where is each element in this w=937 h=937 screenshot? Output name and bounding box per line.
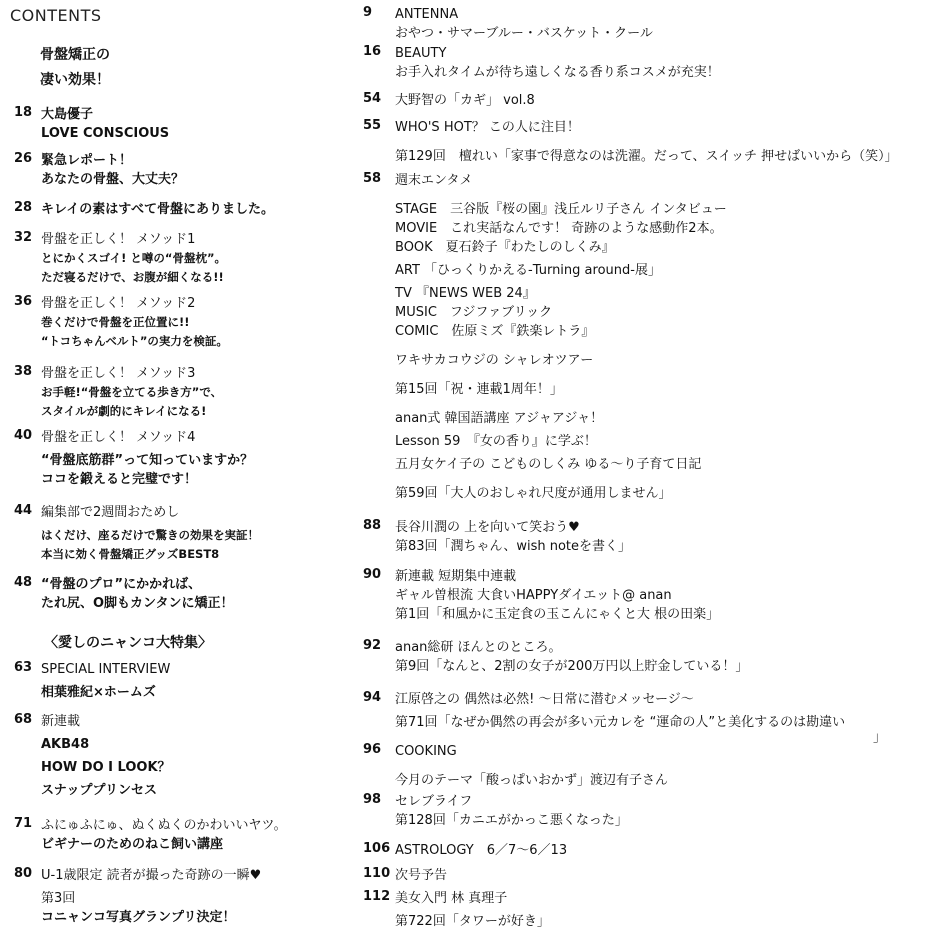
entry-text: スタイルが劇的にキレイになる! [41,404,207,418]
toc-entry [14,151,184,189]
toc-entry [363,91,535,110]
page-number: 92 [363,638,382,653]
entry-text: スナッププリンセス [41,783,157,798]
entry-text: 大島優子 [41,107,94,122]
entry-text: ふにゅふにゅ、ぬくぬくのかわいいヤツ。 [41,818,287,833]
entry-text: 第128回「カニエがかっこ悪くなった」 [395,813,628,828]
page-number: 44 [14,503,33,518]
feature-title [40,43,110,93]
toc-entry [363,690,886,744]
entry-text: anan総研 ほんとのところ。 [395,640,562,655]
toc-entry [14,866,261,927]
page-number: 110 [363,866,391,881]
entry-text: はくだけ、座るだけで驚きの効果を実証！ [41,528,260,542]
entry-text: 第3回 [41,891,76,906]
entry-text: 骨盤を正しく！ メソッド3 [41,366,196,381]
page-number: 55 [363,118,382,133]
toc-entry [363,118,898,166]
page-number: 16 [363,44,382,59]
toc-entry [363,742,668,790]
entry-text: AKB48 [41,737,90,752]
entry-text: 第9回「なんと、2割の女子が200万円以上貯金している！」 [395,659,749,674]
entry-text: “トコちゃんベルト”の実力を検証。 [41,334,228,348]
page-number: 68 [14,712,33,727]
section-label: 〈愛しのニャンコ大特集〉 [44,635,212,651]
page-number: 38 [14,364,33,379]
page-number: 63 [14,660,33,675]
entry-text: 週末エンタメ [395,173,473,188]
toc-entry [363,567,719,624]
entry-text: “骨盤のプロ”にかかれば、 [41,577,202,592]
entry-text: 次号予告 [395,868,448,883]
toc-entry [14,105,169,143]
entry-text: 大野智の「カギ」 vol.8 [395,93,535,108]
entry-text: 」 [873,730,887,745]
toc-entry [363,792,628,830]
page-number: 94 [363,690,382,705]
entry-text: キレイの素はすべて骨盤にありました。 [41,202,274,217]
entry-text: お手軽!“骨盤を立てる歩き方”で、 [41,385,223,399]
entry-text: anan式 韓国語講座 アジャアジャ！ [395,411,604,426]
entry-text: 今月のテーマ「酸っぱいおかず」渡辺有子さん [395,773,669,788]
entry-text: たれ尻、O脚もカンタンに矯正！ [41,596,234,611]
page-number: 98 [363,792,382,807]
entry-text: BEAUTY [395,46,447,61]
page-number: 28 [14,200,33,215]
entry-text: あなたの骨盤、大丈夫？ [41,172,185,187]
page-number: 32 [14,230,33,245]
contents-heading: CONTENTS [10,6,102,25]
entry-text: ビギナーのためのねこ飼い講座 [41,837,224,852]
toc-entry [14,200,274,219]
entry-text: MUSIC フジファブリック [395,305,553,320]
entry-text: 第722回「タワーが好き」 [395,914,550,929]
feature-title-line: 骨盤矯正の [40,47,110,63]
entry-text: とにかくスゴイ! と噂の“骨盤枕”。 [41,251,227,265]
entry-text: 緊急レポート！ [41,153,133,168]
entry-text: COMIC 佐原ミズ『鉄楽レトラ』 [395,324,595,339]
entry-text: SPECIAL INTERVIEW [41,662,171,677]
toc-entry [363,5,653,43]
toc-entry [14,816,287,854]
page-number: 90 [363,567,382,582]
page-number: 9 [363,5,373,20]
toc-entry [363,44,720,82]
entry-text: 第71回「なぜか偶然の再会が多い元カレを “運命の人”と美化するのは勘違い [395,715,846,730]
entry-text: 第59回「大人のおしゃれ尺度が通用しません」 [395,486,672,501]
entry-text: 骨盤を正しく！ メソッド4 [41,430,196,445]
entry-text: 巻くだけで骨盤を正位置に!! [41,315,190,329]
entry-text: 長谷川潤の 上を向いて笑おう♥ [395,520,580,535]
page-number: 36 [14,294,33,309]
page-number: 18 [14,105,33,120]
entry-text: LOVE CONSCIOUS [41,126,170,141]
toc-entry [363,889,550,931]
entry-text: おやつ・サマーブルー・バスケット・クール [395,26,653,41]
entry-text: 新連載 [41,714,81,729]
entry-text: 本当に効く骨盤矯正グッズBEST8 [41,547,220,561]
entry-text: ワキサカコウジの シャレオツアー [395,353,594,368]
entry-text: ココを鍛えると完璧です！ [41,472,198,487]
page-number: 26 [14,151,33,166]
entry-text: STAGE 三谷版『桜の園』浅丘ルリ子さん インタビュー [395,202,727,217]
entry-text: ANTENNA [395,7,459,22]
entry-text: セレブライフ [395,794,473,809]
feature-title-line: 凄い効果！ [40,72,110,88]
toc-entry [14,660,170,702]
toc-entry [363,841,567,860]
entry-text: 美女入門 林 真理子 [395,891,508,906]
entry-text: 第15回「祝・連載1周年！」 [395,382,563,397]
entry-text: “骨盤底筋群”って知っていますか？ [41,453,254,468]
toc-entry [14,364,222,421]
page-number: 96 [363,742,382,757]
entry-text: MOVIE これ実話なんです！ 奇跡のような感動作2本。 [395,221,723,236]
toc-entry [14,575,234,613]
entry-text: 第83回「潤ちゃん、wish noteを書く」 [395,539,631,554]
entry-text: BOOK 夏石鈴子『わたしのしくみ』 [395,240,615,255]
page-number: 54 [363,91,382,106]
entry-text: Lesson 59 『女の香り』に学ぶ！ [395,434,597,449]
toc-entry [14,712,171,800]
page-number: 48 [14,575,33,590]
page-number: 80 [14,866,33,881]
entry-text: 編集部で2週間おためし [41,505,180,520]
page-number: 40 [14,428,33,443]
entry-text: お手入れタイムが待ち遠しくなる香り系コスメが充実！ [395,65,720,80]
toc-entry [363,638,748,676]
entry-text: TV 『NEWS WEB 24』 [395,286,536,301]
toc-entry [363,866,447,885]
page-number: 71 [14,816,33,831]
entry-text: COOKING [395,744,457,759]
entry-text: 相葉雅紀×ホームズ [41,685,156,700]
toc-entry [363,518,631,556]
page-number: 58 [363,171,382,186]
entry-text: 新連載 短期集中連載 [395,569,517,584]
toc-entry [14,294,228,351]
page-number: 88 [363,518,382,533]
page-number: 112 [363,889,391,904]
entry-text: ASTROLOGY 6／7～6／13 [395,843,568,858]
entry-text: 五月女ケイ子の こどものしくみ ゆる～り子育て日記 [395,457,702,472]
page-number: 106 [363,841,391,856]
entry-text: 江原啓之の 偶然は必然! ～日常に潜むメッセージ～ [395,692,694,707]
entry-text: 骨盤を正しく！ メソッド2 [41,296,196,311]
entry-text: ART 「ひっくりかえる-Turning around-展」 [395,263,661,278]
entry-text: HOW DO I LOOK？ [41,760,171,775]
toc-entry [363,171,727,503]
entry-text: 第1回「和風かに玉定食の玉こんにゃくと大 根の田楽」 [395,607,720,622]
entry-text: WHO'S HOT？ この人に注目！ [395,120,580,135]
toc-entry [14,428,253,489]
entry-text: ギャル曽根流 大食いHAPPYダイエット@ anan [395,588,672,603]
toc-entry [14,230,226,287]
entry-text: 骨盤を正しく！ メソッド1 [41,232,196,247]
toc-entry [14,503,259,564]
entry-text: コニャンコ写真グランプリ決定！ [41,910,236,925]
entry-text: 第129回 檀れい「家事で得意なのは洗濯。だって、スイッチ 押せばいいから（笑）」 [395,149,898,164]
entry-text: U-1歳限定 読者が撮った奇跡の一瞬♥ [41,868,262,883]
entry-text: ただ寝るだけで、お腹が細くなる!! [41,270,224,284]
